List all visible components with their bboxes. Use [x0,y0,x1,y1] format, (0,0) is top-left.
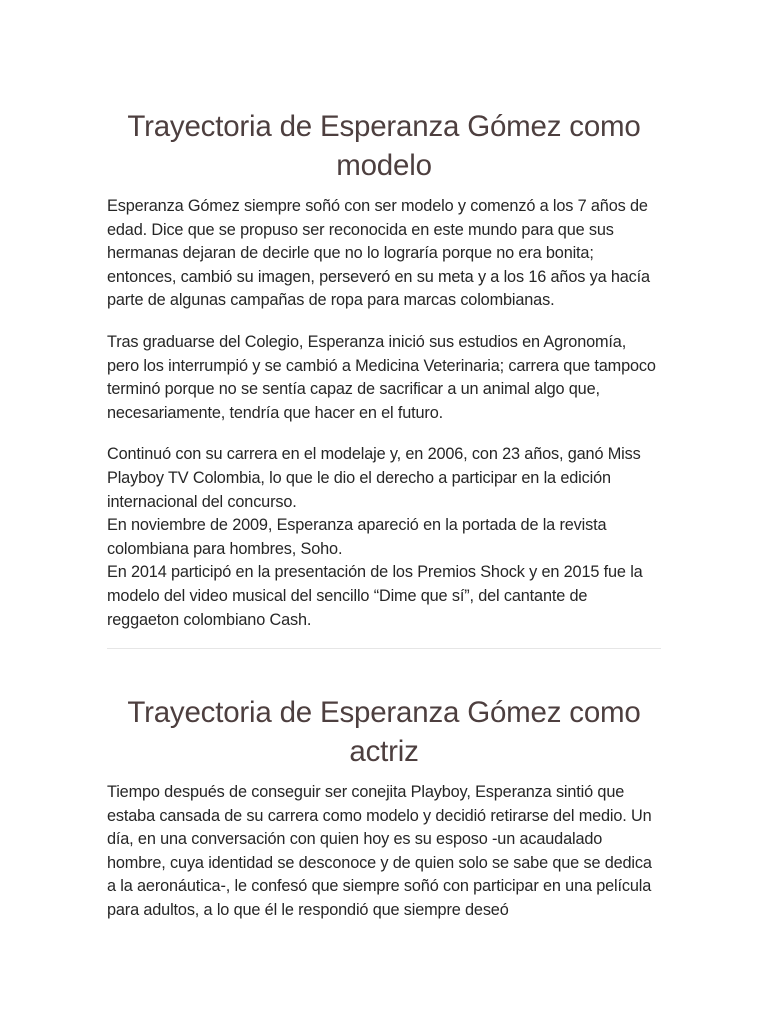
section-title-actriz: Trayectoria de Esperanza Gómez como actriz [127,696,641,769]
paragraph: Tras graduarse del Colegio, Esperanza inició sus estudios en Agronomía, pero los interrumpió y se cambió a Medicina Veterinaria; carrera que tampoco terminó porque no se sentía capaz de sacrificar a un animal algo que, necesariamente, tendría que hacer en el futuro. [107,332,656,422]
section-title-modelo: Trayectoria de Esperanza Gómez como modelo [127,110,641,182]
paragraph: En noviembre de 2009, Esperanza apareció en la portada de la revista colombiana para hombres, Soho. [107,516,607,558]
paragraph: Continuó con su carrera en el modelaje y, en 2006, con 23 años, ganó Miss Playboy TV Colombia, lo que le dio el derecho a participar en la edición internacional del concurso. [107,445,641,511]
paragraph: En 2014 participó en la presentación de los Premios Shock y en 2015 fue la modelo del video musical del sencillo “Dime que sí”, del cantante de reggaeton colombiano Cash. [107,563,643,629]
paragraph: Tiempo después de conseguir ser conejita Playboy, Esperanza sintió que estaba cansada de su carrera como modelo y decidió retirarse del medio. Un día, en una conversación con quien hoy es su esposo -un acaudalado hombre, cuya identidad se desconoce y de quien solo se sabe que se dedica a la aeronáutica-, le confesó que siempre soñó con participar en una película para adultos, a lo que él le respondió que siempre deseó [107,783,652,920]
paragraph: Esperanza Gómez siempre soñó con ser modelo y comenzó a los 7 años de edad. Dice que se propuso ser reconocida en este mundo para que sus hermanas dejaran de decirle que no lo lograría porque no era bonita; entonces, cambió su imagen, perseveró en su meta y a los 16 años ya hacía parte de algunas campañas de ropa para marcas colombianas. [107,197,650,310]
